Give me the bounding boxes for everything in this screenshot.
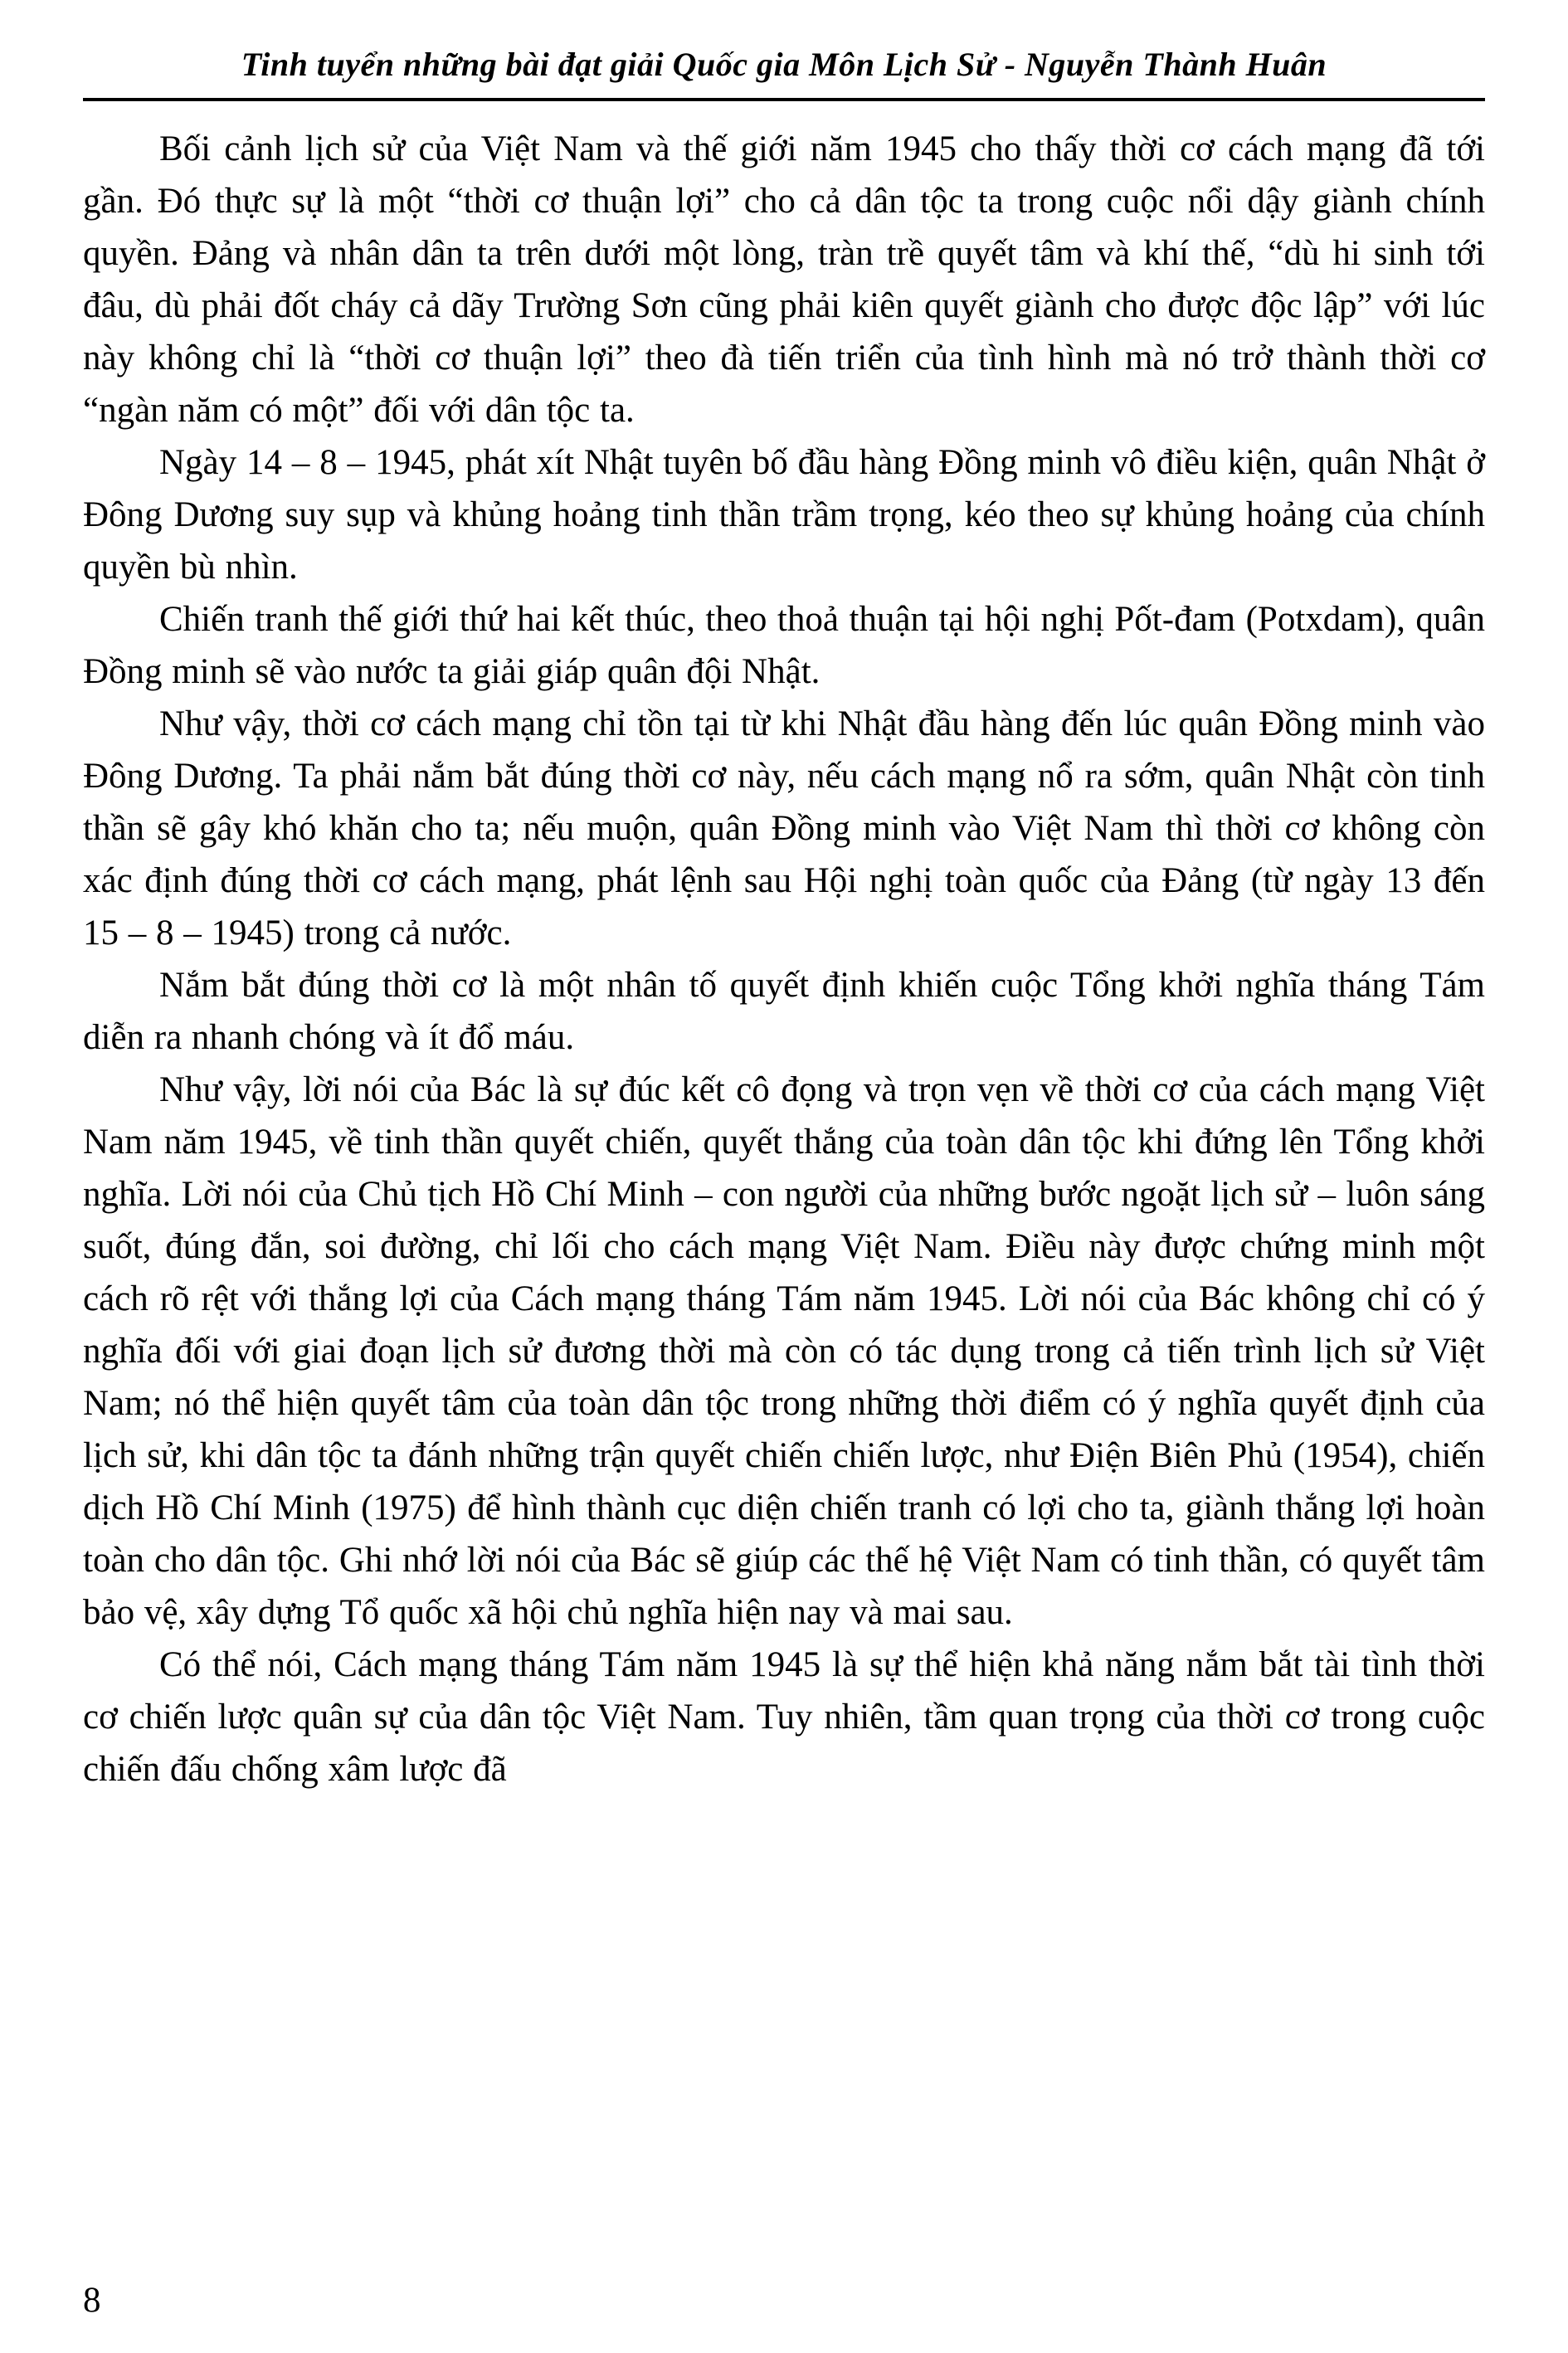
- paragraph-7: Có thể nói, Cách mạng tháng Tám năm 1945 là sự thể hiện khả năng nắm bắt tài tình thời cơ chiến lược quân sự của dân tộc Việt Nam. Tuy nhiên, tầm quan trọng của thời cơ trong cuộc chiến đấu chống xâm lược đã: [83, 1645, 1485, 1789]
- page-number: 8: [83, 2281, 101, 2320]
- paragraph-6: Như vậy, lời nói của Bác là sự đúc kết cô đọng và trọn vẹn về thời cơ của cách mạng Việt Nam năm 1945, về tinh thần quyết chiến, quyết thắng của toàn dân tộc khi đứng lên Tổng khởi nghĩa. Lời nói của Chủ tịch Hồ Chí Minh – con người của những bước ngoặt lịch sử – luôn sáng suốt, đúng đắn, soi đường, chỉ lối cho cách mạng Việt Nam. Điều này được chứng minh một cách rõ rệt với thắng lợi của Cách mạng tháng Tám năm 1945. Lời nói của Bác không chỉ có ý nghĩa đối với giai đoạn lịch sử đương thời mà còn có tác dụng trong cả tiến trình lịch sử Việt Nam; nó thể hiện quyết tâm của toàn dân tộc trong những thời điểm có ý nghĩa quyết định của lịch sử, khi dân tộc ta đánh những trận quyết chiến chiến lược, như Điện Biên Phủ (1954), chiến dịch Hồ Chí Minh (1975) để hình thành cục diện chiến tranh có lợi cho ta, giành thắng lợi hoàn toàn cho dân tộc. Ghi nhớ lời nói của Bác sẽ giúp các thế hệ Việt Nam có tinh thần, có quyết tâm bảo vệ, xây dựng Tổ quốc xã hội chủ nghĩa hiện nay và mai sau.: [83, 1070, 1485, 1632]
- paragraph-3: Chiến tranh thế giới thứ hai kết thúc, theo thoả thuận tại hội nghị Pốt-đam (Potxdam), quân Đồng minh sẽ vào nước ta giải giáp quân đội Nhật.: [83, 600, 1485, 691]
- paragraph-4: Như vậy, thời cơ cách mạng chỉ tồn tại từ khi Nhật đầu hàng đến lúc quân Đồng minh vào Đông Dương. Ta phải nắm bắt đúng thời cơ này, nếu cách mạng nổ ra sớm, quân Nhật còn tinh thần sẽ gây khó khăn cho ta; nếu muộn, quân Đồng minh vào Việt Nam thì thời cơ không còn xác định đúng thời cơ cách mạng, phát lệnh sau Hội nghị toàn quốc của Đảng (từ ngày 13 đến 15 – 8 – 1945) trong cả nước.: [83, 704, 1485, 952]
- header-rule: [83, 98, 1485, 101]
- paragraph-1: Bối cảnh lịch sử của Việt Nam và thế giới năm 1945 cho thấy thời cơ cách mạng đã tới gần. Đó thực sự là một “thời cơ thuận lợi” cho cả dân tộc ta trong cuộc nổi dậy giành chính quyền. Đảng và nhân dân ta trên dưới một lòng, tràn trề quyết tâm và khí thế, “dù hi sinh tới đâu, dù phải đốt cháy cả dãy Trường Sơn cũng phải kiên quyết giành cho được độc lập” với lúc này không chỉ là “thời cơ thuận lợi” theo đà tiến triển của tình hình mà nó trở thành thời cơ “ngàn năm có một” đối với dân tộc ta.: [83, 129, 1485, 430]
- paragraph-2: Ngày 14 – 8 – 1945, phát xít Nhật tuyên bố đầu hàng Đồng minh vô điều kiện, quân Nhật ở Đông Dương suy sụp và khủng hoảng tinh thần trầm trọng, kéo theo sự khủng hoảng của chính quyền bù nhìn.: [83, 443, 1485, 587]
- document-body: [83, 123, 1485, 1795]
- paragraph-5: Nắm bắt đúng thời cơ là một nhân tố quyết định khiến cuộc Tổng khởi nghĩa tháng Tám diễn ra nhanh chóng và ít đổ máu.: [83, 966, 1485, 1057]
- running-header: Tinh tuyển những bài đạt giải Quốc gia Môn Lịch Sử - Nguyễn Thành Huân: [241, 46, 1327, 83]
